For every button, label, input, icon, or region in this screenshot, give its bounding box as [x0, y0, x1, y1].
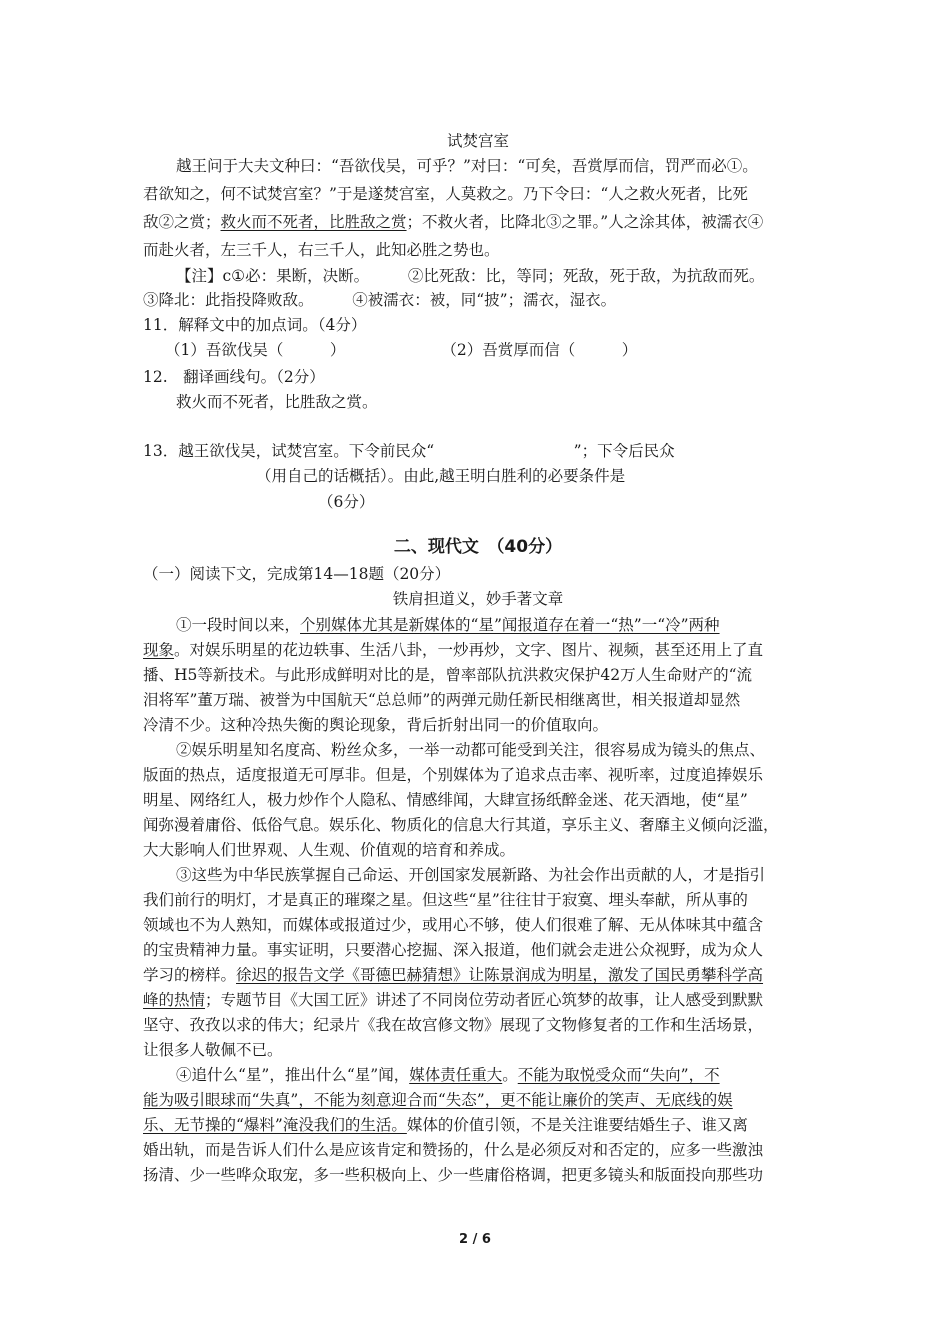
- article-line: 冷清不少。这种冷热失衡的舆论现象，背后折射出同一的价值取向。: [143, 716, 609, 734]
- note-line: 【注】c①必：果断，决断。 ②比死敌：比，等同；死敌，死于敌，为抗敌而死。: [176, 267, 765, 285]
- article-line: 乐、无节操的“爆料”淹没我们的生活。媒体的价值引领，不是关注谁要结婚生子、谁又离: [143, 1116, 748, 1134]
- question-13: 13．越王欲伐吴，试焚宫室。下令前民众“ ”；下令后民众: [143, 442, 675, 460]
- article-line: 让很多人敬佩不已。: [143, 1041, 283, 1059]
- page-number: 2 / 6: [459, 1232, 491, 1247]
- article-line: 我们前行的明灯，才是真正的璀璨之星。但这些“星”往往甘于寂寞、埋头奉献，所从事的: [143, 891, 748, 909]
- article-line: 婚出轨，而是告诉人们什么是应该肯定和赞扬的，什么是必须反对和否定的，应多一些激浊: [143, 1141, 764, 1159]
- passage-line: 越王问于大夫文种曰：“吾欲伐吴，可乎？”对曰：“可矣，吾赏厚而信，罚严而必①。: [176, 157, 758, 175]
- article-line: 明星、网络红人，极力炒作个人隐私、情感绯闻，大肆宣扬纸醉金迷、花天酒地，使“星”: [143, 791, 748, 809]
- emphasis-dot-char: 信: [544, 341, 560, 359]
- article-line: 峰的热情；专题节目《大国工匠》讲述了不同岗位劳动者匠心筑梦的故事，让人感受到默默: [143, 991, 764, 1009]
- passage-line: 敌②之赏；救火而不死者，比胜敌之赏；不救火者，比降北③之罪。”人之涂其体，被濡衣④: [143, 213, 764, 231]
- article-line: 现象。对娱乐明星的花边轶事、生活八卦，一炒再炒，文字、图片、视频，甚至还用上了直: [143, 641, 764, 659]
- article-line: 版面的热点，适度报道无可厚非。但是，个别媒体为了追求点击率、视听率，过度追捧娱乐: [143, 766, 764, 784]
- underlined-sentence: 救火而不死者，比胜敌之赏: [220, 213, 407, 231]
- article-line: 学习的榜样。徐迟的报告文学《哥德巴赫猜想》让陈景润成为明星，激发了国民勇攀科学高: [143, 966, 764, 984]
- section-intro: （一）阅读下文，完成第14—18题（20分）: [143, 565, 451, 583]
- article-line: 领域也不为人熟知，而媒体或报道过少，或用心不够，使人们很难了解、无从体味其中蕴含: [143, 916, 764, 934]
- article-line: 的宝贵精神力量。事实证明，只要潜心挖掘、深入报道，他们就会走进公众视野，成为众人: [143, 941, 764, 959]
- article-title: 铁肩担道义，妙手著文章: [392, 590, 564, 608]
- passage-line: 而赴火者，左三千人，右三千人，此知必胜之势也。: [143, 241, 500, 259]
- note-line: ③降北：此指投降败敌。 ④被濡衣：被，同“披”；濡衣，湿衣。: [143, 291, 617, 309]
- article-line: 扬清、少一些哗众取宠，多一些积极向上、少一些庸俗格调，把更多镜头和版面投向那些功: [143, 1166, 764, 1184]
- emphasis-dot-char: 伐: [236, 341, 253, 359]
- passage-line: 君欲知之，何不试焚宫室？”于是遂焚宫室，人莫救之。乃下令曰：“人之救火死者，比死: [143, 185, 748, 203]
- article-line: 坚守、孜孜以求的伟大；纪录片《我在故宫修文物》展现了文物修复者的工作和生活场景，: [143, 1016, 764, 1034]
- question-13-score: （6分）: [318, 493, 375, 511]
- article-line: ①一段时间以来，个别媒体尤其是新媒体的“星”闻报道存在着一“热”一“冷”两种: [176, 616, 720, 634]
- question-11: 11．解释文中的加点词。（4分）: [143, 316, 367, 334]
- article-line: ②娱乐明星知名度高、粉丝众多，一举一动都可能受到关注，很容易成为镜头的焦点、: [176, 741, 766, 759]
- section-heading: 二、现代文 （40分）: [393, 537, 563, 557]
- article-line: 播、H5等新技术。与此形成鲜明对比的是，曾率部队抗洪救灾保护42万人生命财产的“流: [143, 666, 753, 684]
- article-line: ④追什么“星”，推出什么“星”闻，媒体责任重大。不能为取悦受众而“失向”，不: [176, 1066, 720, 1084]
- passage-title: 试焚宫室: [446, 132, 509, 150]
- article-line: 泪将军”董万瑞、被誉为中国航天“总总师”的两弹元勋任新民相继离世，相关报道却显然: [143, 691, 741, 709]
- question-13-line2: （用自己的话概括）。由此,越王明白胜利的必要条件是: [256, 467, 626, 485]
- question-12-sentence: 救火而不死者，比胜敌之赏。: [176, 393, 378, 411]
- article-line: 闻弥漫着庸俗、低俗气息。娱乐化、物质化的信息大行其道，享乐主义、奢靡主义倾向泛滥，: [143, 816, 779, 834]
- article-line: 大大影响人们世界观、人生观、价值观的培育和养成。: [143, 841, 516, 859]
- article-line: 能为吸引眼球而“失真”，不能为刻意迎合而“失态”，更不能让廉价的笑声、无底线的娱: [143, 1091, 733, 1109]
- question-11-items: （1）吾欲伐吴（ ） （2）吾赏厚而信（ ）: [165, 341, 638, 359]
- question-12: 12. 翻译画线句。（2分）: [143, 368, 325, 386]
- emphasis-dot-char: 伐: [369, 157, 386, 175]
- article-line: ③这些为中华民族掌握自己命运、开创国家发展新路、为社会作出贡献的人，才是指引: [176, 866, 766, 884]
